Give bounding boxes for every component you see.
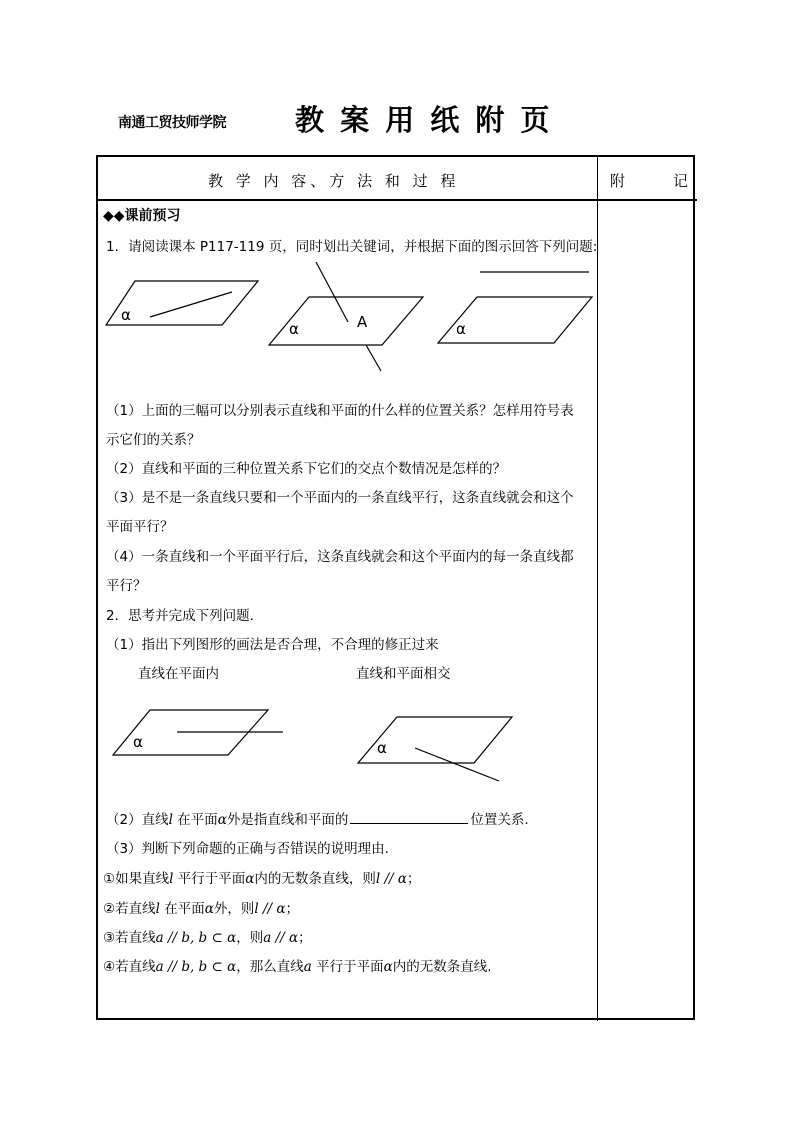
p2-post: 外，则 bbox=[213, 901, 255, 917]
figure-5-alpha: α bbox=[377, 739, 387, 757]
caption-line-in-plane: 直线在平面内 bbox=[138, 666, 219, 682]
q2-2-post: 外是指直线和平面的 bbox=[226, 812, 349, 828]
p3-end: ； bbox=[298, 930, 312, 946]
page-title: 教 案 用 纸 附 页 bbox=[295, 103, 553, 137]
p2-alpha: α bbox=[204, 901, 214, 917]
p1-post: 内的无数条直线，则 bbox=[254, 871, 376, 887]
p4-pre: ④若直线 bbox=[103, 959, 156, 975]
p2-pre: ②若直线 bbox=[103, 901, 156, 917]
p1-end: ； bbox=[406, 871, 421, 887]
question-1-3a: （3）是不是一条直线只要和一个平面内的一条直线平行，这条直线就会和这个 bbox=[106, 490, 574, 506]
question-1-4b: 平行？ bbox=[106, 578, 147, 594]
proposition-2 bbox=[103, 897, 299, 917]
figure-2-line-lower bbox=[366, 345, 381, 371]
figure-4-alpha: α bbox=[133, 733, 143, 751]
q2-2-alpha: α bbox=[217, 812, 227, 828]
p4-mid: 平行于平面 bbox=[311, 959, 384, 975]
p2-formula: l // α bbox=[254, 901, 286, 917]
p4-end: 内的无数条直线. bbox=[392, 959, 492, 975]
p1-l: l bbox=[169, 871, 174, 887]
section-heading: ◆◆课前预习 bbox=[103, 208, 181, 224]
question-1-2: （2）直线和平面的三种位置关系下它们的交点个数情况是怎样的？ bbox=[106, 461, 507, 477]
proposition-1 bbox=[103, 867, 420, 887]
q2-2-end: 位置关系. bbox=[470, 812, 529, 828]
p3-formula1: a // b, b ⊂ α bbox=[155, 930, 237, 946]
q2-2-pre: （2）直线 bbox=[106, 812, 169, 828]
figure-2-line-upper bbox=[316, 262, 348, 322]
column-header-content: 教 学 内 容、方 法 和 过 程 bbox=[208, 172, 460, 190]
figure-1-alpha: α bbox=[121, 306, 131, 324]
figure-2-point-A: A bbox=[357, 313, 368, 331]
question-2-2 bbox=[106, 808, 529, 828]
p2-mid: 在平面 bbox=[159, 901, 205, 917]
column-header-notes-1: 附 bbox=[610, 172, 626, 190]
question-1-4a: （4）一条直线和一个平面平行后，这条直线就会和这个平面内的每一条直线都 bbox=[106, 549, 574, 565]
p2-end: ； bbox=[285, 901, 299, 917]
figure-2-alpha: α bbox=[289, 320, 299, 338]
school-name: 南通工贸技师学院 bbox=[118, 115, 226, 131]
p3-formula2: a // α bbox=[263, 930, 299, 946]
caption-line-intersects-plane: 直线和平面相交 bbox=[356, 666, 451, 682]
p4-alpha: α bbox=[383, 959, 393, 975]
question-1-3b: 平面平行？ bbox=[106, 519, 174, 535]
question-1-1a: （1）上面的三幅可以分别表示直线和平面的什么样的位置关系？怎样用符号表 bbox=[106, 403, 574, 419]
figure-5-line bbox=[415, 748, 499, 781]
answer-blank[interactable] bbox=[350, 811, 468, 824]
p1-formula: l // α bbox=[375, 871, 407, 887]
q2-2-mid: 在平面 bbox=[172, 812, 218, 828]
p1-pre: ①如果直线 bbox=[103, 871, 170, 887]
proposition-3 bbox=[103, 926, 312, 946]
figure-3-alpha: α bbox=[456, 320, 466, 338]
p1-mid: 平行于平面 bbox=[173, 871, 246, 887]
p2-l: l bbox=[155, 901, 160, 917]
p1-alpha: α bbox=[245, 871, 255, 887]
figure-1-line bbox=[150, 292, 232, 317]
p4-a: a bbox=[303, 959, 312, 975]
column-header-notes-2: 记 bbox=[672, 172, 688, 190]
q2-2-l: l bbox=[168, 812, 173, 828]
question-1-1b: 示它们的关系？ bbox=[106, 432, 201, 448]
p3-post: ，则 bbox=[236, 930, 264, 946]
p4-formula: a // b, b ⊂ α bbox=[155, 959, 237, 975]
question-1: 1．请阅读课本 P117-119 页，同时划出关键词，并根据下面的图示回答下列问题: bbox=[106, 239, 598, 255]
p4-post: ，那么直线 bbox=[236, 959, 304, 975]
question-2-3: （3）判断下列命题的正确与否错误的说明理由. bbox=[106, 841, 389, 857]
p3-pre: ③若直线 bbox=[103, 930, 156, 946]
question-2: 2．思考并完成下列问题. bbox=[106, 608, 254, 624]
proposition-4 bbox=[103, 955, 492, 975]
question-2-1: （1）指出下列图形的画法是否合理，不合理的修正过来 bbox=[106, 637, 439, 653]
